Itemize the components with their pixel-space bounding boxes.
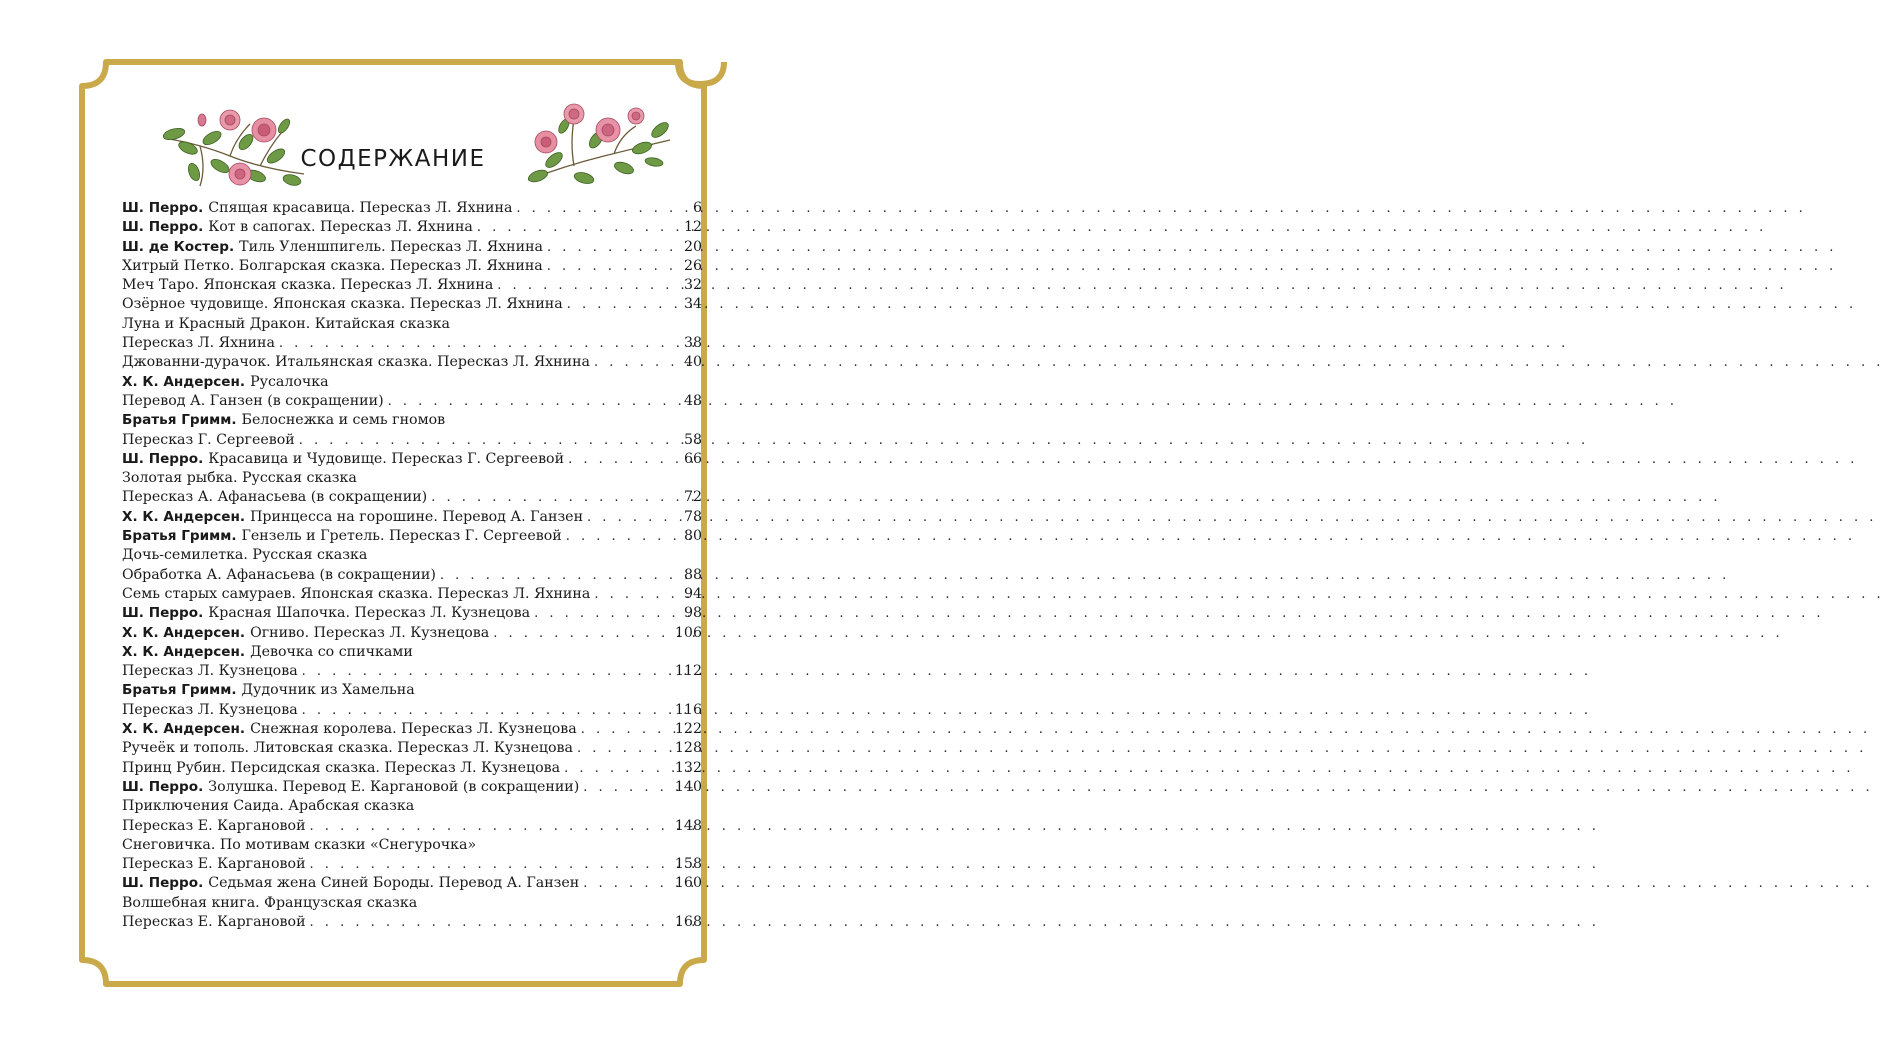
toc-translator: Пересказ А. Афанасьева (в сокращении)	[122, 489, 428, 506]
toc-entry[interactable]	[122, 276, 702, 295]
toc-author: Братья Гримм.	[122, 412, 237, 429]
toc-author: Братья Гримм.	[122, 528, 237, 545]
toc-leader-dots	[583, 778, 669, 797]
toc-entry[interactable]	[122, 643, 702, 662]
toc-page-number: 128	[674, 740, 702, 757]
toc-entry-continuation[interactable]	[122, 817, 702, 836]
toc-page-number: 140	[674, 778, 702, 795]
toc-entry-continuation[interactable]	[122, 701, 702, 720]
toc-leader-dots	[440, 566, 674, 585]
toc-leader-dots	[299, 431, 674, 450]
toc-author: Ш. Перро.	[122, 200, 204, 216]
toc-title: Тиль Уленшпигель. Пересказ Л. Яхнина	[239, 238, 544, 255]
toc-title: Белоснежка и семь гномов	[241, 412, 446, 429]
toc-entry[interactable]	[122, 894, 702, 913]
toc-page-number: 20	[683, 238, 702, 255]
toc-page-number: 106	[674, 624, 702, 641]
toc-page-number: 40	[683, 354, 702, 371]
toc-title: Принцесса на горошине. Перевод А. Ганзен	[250, 508, 584, 525]
toc-translator: Пересказ Л. Кузнецова	[122, 663, 298, 680]
toc-entry-continuation[interactable]	[122, 392, 702, 411]
toc-title: Седьмая жена Синей Бороды. Перевод А. Ганзен	[208, 875, 580, 892]
toc-entry[interactable]	[122, 508, 702, 527]
toc-title: Меч Таро. Японская сказка. Пересказ Л. Яхнина	[122, 277, 494, 294]
toc-translator: Пересказ Е. Каргановой	[122, 913, 306, 930]
toc-leader-dots	[568, 450, 674, 469]
toc-title: Семь старых самураев. Японская сказка. Пересказ Л. Яхнина	[122, 585, 591, 602]
toc-title: Приключения Саида. Арабская сказка	[122, 798, 415, 815]
toc-entry[interactable]	[122, 778, 702, 797]
toc-entry[interactable]	[122, 681, 702, 700]
toc-author: Ш. Перро.	[122, 450, 204, 467]
toc-entry[interactable]	[122, 604, 702, 623]
toc-author: Ш. Перро.	[122, 875, 204, 892]
toc-page-number: 38	[683, 335, 702, 352]
toc-title: Принц Рубин. Персидская сказка. Пересказ Л. Кузнецова	[122, 759, 561, 776]
toc-entry-continuation[interactable]	[122, 662, 702, 681]
toc-page-number: 112	[674, 663, 702, 680]
toc-leader-dots	[581, 720, 669, 739]
toc-leader-dots	[566, 527, 674, 546]
toc-entry[interactable]	[122, 257, 702, 276]
table-of-contents	[122, 199, 702, 932]
toc-title: Золушка. Перевод Е. Каргановой (в сокращении)	[208, 778, 580, 795]
toc-translator: Пересказ Л. Яхнина	[122, 335, 275, 352]
toc-entry[interactable]	[122, 836, 702, 855]
toc-page-number: 32	[683, 277, 702, 294]
toc-leader-dots	[583, 874, 669, 893]
toc-leader-dots	[310, 913, 669, 932]
toc-page-number: 148	[674, 817, 702, 834]
toc-title: Снежная королева. Пересказ Л. Кузнецова	[250, 721, 577, 738]
toc-entry[interactable]	[122, 874, 702, 893]
page-title: СОДЕРЖАНИЕ	[300, 146, 486, 172]
toc-entry[interactable]	[122, 759, 702, 778]
toc-page-number: 66	[683, 450, 702, 467]
toc-author: Ш. де Костер.	[122, 238, 235, 255]
toc-title: Гензель и Гретель. Пересказ Г. Сергеевой	[241, 528, 562, 545]
toc-page-number: 6	[692, 200, 702, 216]
toc-entry[interactable]	[122, 373, 702, 392]
toc-page-number: 78	[683, 508, 702, 525]
toc-entry[interactable]	[122, 720, 702, 739]
toc-entry[interactable]	[122, 450, 702, 469]
toc-entry[interactable]	[122, 585, 702, 604]
toc-page-number: 48	[683, 392, 702, 409]
toc-leader-dots	[388, 392, 674, 411]
toc-author: Братья Гримм.	[122, 682, 237, 699]
toc-page-number: 160	[674, 875, 702, 892]
toc-title: Спящая красавица. Пересказ Л. Яхнина	[208, 200, 513, 216]
toc-page-number: 80	[683, 528, 702, 545]
toc-entry[interactable]	[122, 469, 702, 488]
toc-page-number: 72	[683, 489, 702, 506]
toc-leader-dots	[279, 334, 674, 353]
toc-title: Дочь-семилетка. Русская сказка	[122, 547, 368, 564]
toc-page-number: 88	[683, 566, 702, 583]
toc-page-number: 116	[674, 701, 702, 718]
toc-leader-dots	[516, 199, 674, 218]
toc-title: Золотая рыбка. Русская сказка	[122, 470, 357, 487]
toc-author: Ш. Перро.	[122, 605, 204, 622]
toc-leader-dots	[547, 257, 674, 276]
toc-entry-continuation[interactable]	[122, 488, 702, 507]
toc-entry-continuation[interactable]	[122, 913, 702, 932]
toc-author: Х. К. Андерсен.	[122, 508, 246, 525]
toc-entry[interactable]	[122, 739, 702, 758]
toc-entry[interactable]	[122, 315, 702, 334]
toc-page-number: 94	[683, 585, 702, 602]
toc-translator: Пересказ Е. Каргановой	[122, 817, 306, 834]
rose-branch-right-icon	[524, 96, 674, 192]
toc-entry[interactable]	[122, 527, 702, 546]
toc-entry-continuation[interactable]	[122, 431, 702, 450]
toc-entry-continuation[interactable]	[122, 334, 702, 353]
toc-title: Русалочка	[250, 373, 329, 390]
toc-page-number: 26	[683, 257, 702, 274]
toc-entry[interactable]	[122, 199, 702, 218]
toc-page-number: 122	[674, 721, 702, 738]
toc-author: Ш. Перро.	[122, 219, 204, 236]
toc-page-number: 168	[674, 913, 702, 930]
toc-entry[interactable]	[122, 797, 702, 816]
toc-leader-dots	[567, 295, 674, 314]
toc-translator: Пересказ Г. Сергеевой	[122, 431, 295, 448]
toc-page-number: 98	[683, 605, 702, 622]
toc-leader-dots	[431, 488, 674, 507]
toc-title: Дудочник из Хамельна	[241, 682, 415, 699]
toc-leader-dots	[302, 701, 669, 720]
toc-translator: Пересказ Е. Каргановой	[122, 856, 306, 873]
toc-author: Х. К. Андерсен.	[122, 643, 246, 660]
toc-leader-dots	[594, 585, 674, 604]
toc-author: Х. К. Андерсен.	[122, 624, 246, 641]
toc-entry-continuation[interactable]	[122, 855, 702, 874]
toc-leader-dots	[310, 855, 669, 874]
toc-page-number: 12	[683, 219, 702, 236]
toc-title: Луна и Красный Дракон. Китайская сказка	[122, 315, 450, 332]
toc-translator: Перевод А. Ганзен (в сокращении)	[122, 392, 384, 409]
toc-entry[interactable]	[122, 546, 702, 565]
toc-leader-dots	[310, 817, 669, 836]
toc-title: Кот в сапогах. Пересказ Л. Яхнина	[208, 219, 473, 236]
toc-leader-dots	[302, 662, 669, 681]
toc-title: Огниво. Пересказ Л. Кузнецова	[250, 624, 490, 641]
toc-title: Снеговичка. По мотивам сказки «Снегурочка»	[122, 836, 477, 853]
toc-leader-dots	[493, 624, 669, 643]
toc-entry[interactable]	[122, 411, 702, 430]
toc-leader-dots	[594, 353, 674, 372]
toc-author: Х. К. Андерсен.	[122, 721, 246, 738]
toc-entry[interactable]	[122, 295, 702, 314]
toc-entry[interactable]	[122, 353, 702, 372]
toc-page-number: 34	[683, 296, 702, 313]
toc-title: Девочка со спичками	[250, 643, 413, 660]
toc-leader-dots	[587, 508, 674, 527]
toc-title: Красная Шапочка. Пересказ Л. Кузнецова	[208, 605, 531, 622]
toc-title: Ручеёк и тополь. Литовская сказка. Пересказ Л. Кузнецова	[122, 740, 573, 757]
toc-page-number: 58	[683, 431, 702, 448]
toc-title: Джованни-дурачок. Итальянская сказка. Пересказ Л. Яхнина	[122, 354, 590, 371]
toc-leader-dots	[564, 759, 669, 778]
toc-author: Ш. Перро.	[122, 778, 204, 795]
rose-branch-left-icon	[160, 98, 308, 190]
toc-entry[interactable]	[122, 238, 702, 257]
toc-entry-continuation[interactable]	[122, 566, 702, 585]
toc-entry[interactable]	[122, 218, 702, 237]
toc-leader-dots	[577, 739, 669, 758]
toc-title: Красавица и Чудовище. Пересказ Г. Сергеевой	[208, 450, 565, 467]
toc-title: Хитрый Петко. Болгарская сказка. Пересказ Л. Яхнина	[122, 257, 543, 274]
toc-leader-dots	[497, 276, 674, 295]
toc-leader-dots	[477, 218, 674, 237]
toc-translator: Пересказ Л. Кузнецова	[122, 701, 298, 718]
toc-page-number: 132	[674, 759, 702, 776]
toc-page-number: 158	[674, 856, 702, 873]
toc-entry[interactable]	[122, 624, 702, 643]
toc-leader-dots	[547, 238, 674, 257]
toc-translator: Обработка А. Афанасьева (в сокращении)	[122, 566, 436, 583]
toc-author: Х. К. Андерсен.	[122, 373, 246, 390]
toc-leader-dots	[534, 604, 674, 623]
toc-title: Озёрное чудовище. Японская сказка. Пересказ Л. Яхнина	[122, 296, 563, 313]
toc-title: Волшебная книга. Французская сказка	[122, 894, 418, 911]
